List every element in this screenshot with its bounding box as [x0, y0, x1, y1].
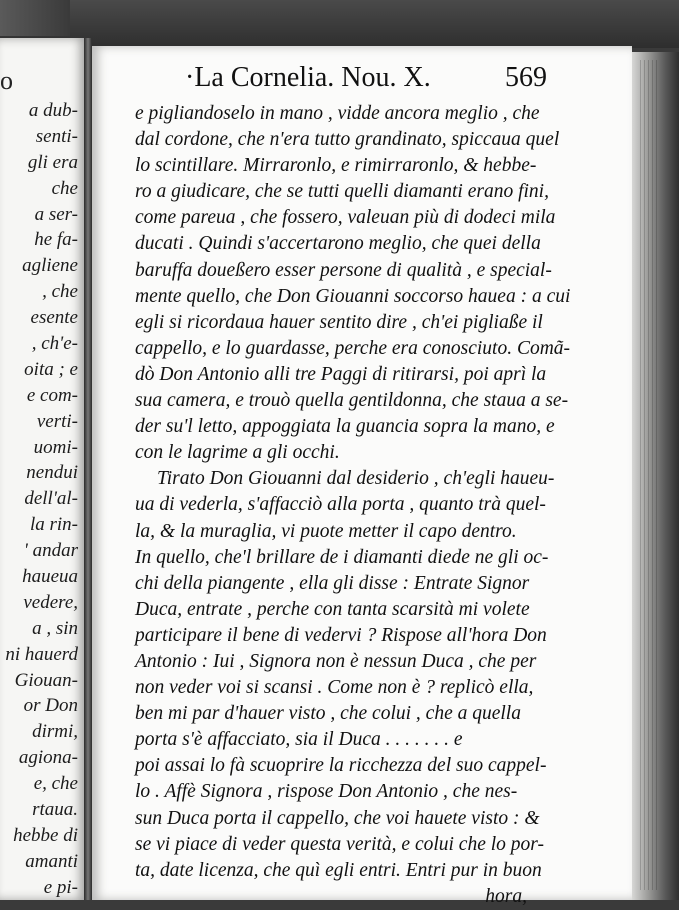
left-page-line: dell'al-: [24, 488, 78, 510]
text-line: chi della piangente , ella gli disse : Entrate Signor: [135, 572, 530, 594]
left-page-line: hebbe di: [13, 824, 78, 846]
book-gutter: [84, 38, 92, 900]
text-line: Duca, entrate , perche con tanta scarsità mi volete: [135, 598, 530, 620]
left-page-line: agiona-: [18, 747, 78, 769]
text-line: non veder voi si scansi . Come non è ? replicò ella,: [135, 677, 534, 699]
left-page-line: esente: [30, 307, 78, 329]
left-page-line: Giouan-: [14, 669, 78, 691]
text-line: baruffa doueßero esser persone di qualità , e special-: [135, 259, 552, 281]
body-text: [135, 101, 575, 910]
left-page-line: rtaua.: [32, 799, 78, 821]
running-head-title: ·La Cornelia. Nou. X.: [185, 62, 431, 93]
background-top: [0, 0, 679, 48]
running-head: [185, 62, 565, 94]
text-line: ducati . Quindi s'accertarono meglio, che quei della: [135, 233, 541, 255]
text-line: In quello, che'l brillare de i diamanti diede ne gli oc-: [135, 546, 549, 568]
text-line: dal cordone, che n'era tutto grandinato, spiccaua quel: [135, 129, 560, 151]
text-line: ro a giudicare, che se tutti quelli diamanti erano fini,: [135, 181, 549, 203]
text-line: ta, date licenza, che quì egli entri. Entri pur in buon: [135, 859, 542, 881]
left-page-line: amanti: [25, 850, 78, 872]
text-line: con le lagrime a gli occhi.: [135, 442, 340, 464]
text-line: participare il bene di vedervi ? Rispose all'hora Don: [135, 624, 547, 646]
text-line: e pigliandoselo in mano , vidde ancora meglio , che: [135, 103, 540, 124]
left-page-line: a dub-: [28, 100, 78, 121]
left-page-line: e pi-: [43, 876, 78, 898]
left-page-head: o: [0, 66, 13, 95]
left-page: [0, 38, 86, 900]
left-page-line: , ch'e-: [31, 333, 78, 355]
text-line: poi assai lo fà scuoprire la ricchezza del suo cappel-: [135, 755, 547, 777]
left-page-line: e, che: [33, 773, 78, 795]
text-line: der su'l letto, appoggiata la guancia sopra la mano, e: [135, 416, 555, 438]
text-line: porta s'è affacciato, sia il Duca . . . . . . . e: [135, 729, 463, 751]
text-line: dò Don Antonio alli tre Paggi di ritirarsi, poi aprì la: [135, 363, 547, 385]
text-line: la, & la muraglia, vi puote metter il capo dentro.: [135, 520, 517, 542]
binding-clip: [0, 0, 70, 36]
left-page-line: senti-: [35, 125, 78, 147]
text-line: lo . Affè Signora , rispose Don Antonio , che nes-: [135, 781, 518, 803]
text-line: sua camera, e trouò quella gentildonna, che staua a se-: [135, 390, 569, 412]
left-page-line: dirmi,: [32, 721, 78, 743]
left-page-line: verti-: [36, 410, 78, 432]
text-line: ua di vederla, s'affacciò alla porta , quanto trà quel-: [135, 494, 546, 516]
left-page-line: , che: [42, 281, 78, 303]
text-line: Antonio : Iui , Signora non è nessun Duca , che per: [135, 650, 537, 672]
text-line: come pareua , che fossero, valeuan più di dodeci mila: [135, 207, 556, 229]
left-page-line: che: [51, 177, 78, 199]
left-page-line: a ser-: [34, 203, 78, 225]
text-line: Tirato Don Giouanni dal desiderio , ch'egli haueu-: [157, 468, 555, 490]
page-edge-leaves: [640, 60, 660, 890]
left-page-line: agliene: [22, 255, 78, 277]
page-number: 569: [505, 62, 547, 93]
left-page-line: he fa-: [34, 229, 78, 251]
left-page-line: la rin-: [29, 514, 78, 536]
left-page-line: e com-: [26, 384, 78, 406]
text-line: hora,: [485, 885, 527, 907]
left-page-line: gli era: [27, 151, 78, 173]
text-line: se vi piace di veder questa verità, e colui che lo por-: [135, 833, 544, 855]
left-page-line: uomi-: [33, 436, 78, 458]
left-page-line: haueua: [22, 566, 78, 588]
text-line: egli si ricordaua hauer sentito dire , ch'ei pigliaße il: [135, 311, 543, 333]
left-page-text: [0, 98, 86, 900]
left-page-line: ni hauerd: [5, 643, 78, 665]
left-page-line: vedere,: [23, 591, 78, 613]
left-page-line: ' andar: [23, 540, 78, 562]
text-line: ben mi par d'hauer visto , che colui , che a quella: [135, 703, 521, 725]
text-line: cappello, e lo guardasse, perche era conosciuto. Comã-: [135, 337, 571, 359]
text-line: lo scintillare. Mirraronlo, e rimirraronlo, & hebbe-: [135, 155, 537, 177]
left-page-line: nendui: [26, 462, 78, 484]
text-line: sun Duca porta il cappello, che voi hauete visto : &: [135, 807, 540, 829]
left-page-line: or Don: [23, 695, 78, 717]
left-page-line: a , sin: [32, 617, 78, 639]
text-line: mente quello, che Don Giouanni soccorso haueа : a cui: [135, 285, 571, 307]
left-page-line: oita ; e: [24, 358, 78, 380]
